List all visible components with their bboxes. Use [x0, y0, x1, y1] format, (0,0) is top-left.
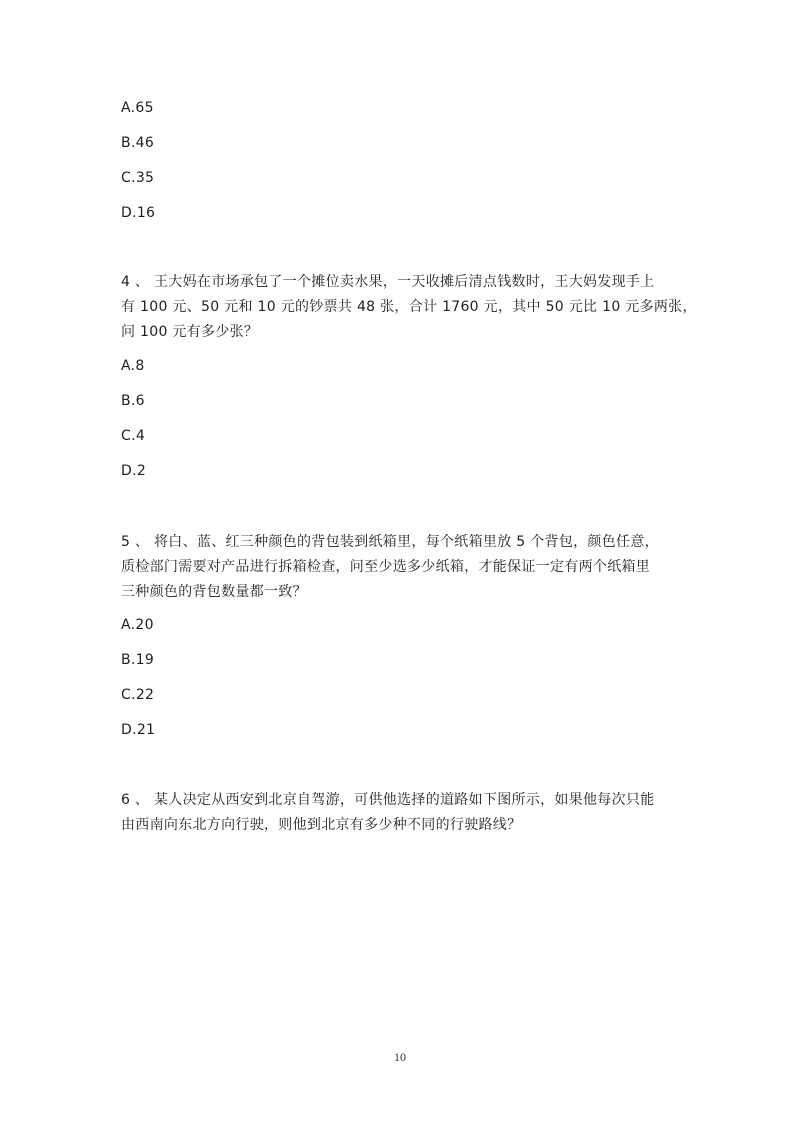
question-5-line: 质检部门需要对产品进行拆箱检查，问至少选多少纸箱，才能保证一定有两个纸箱里: [121, 559, 651, 575]
q4-option-d: D.2: [121, 463, 147, 479]
question-6-line: 6 、 某人决定从西安到北京自驾游，可供他选择的道路如下图所示，如果他每次只能: [121, 792, 655, 808]
prev-option-b: B.46: [121, 135, 155, 151]
question-4: [121, 270, 697, 345]
prev-option-c: C.35: [121, 170, 155, 186]
question-6: [121, 788, 691, 838]
prev-option-d: D.16: [121, 205, 156, 221]
q4-option-a: A.8: [121, 358, 145, 374]
q5-option-b: B.19: [121, 652, 155, 668]
q5-option-a: A.20: [121, 617, 154, 633]
question-4-line: 有 100 元、50 元和 10 元的钞票共 48 张，合计 1760 元，其中 50 元比 10 元多两张，: [121, 299, 697, 315]
q4-option-c: C.4: [121, 428, 146, 444]
q5-option-c: C.22: [121, 687, 155, 703]
q4-option-b: B.6: [121, 393, 145, 409]
question-4-line: 4 、 王大妈在市场承包了一个摊位卖水果，一天收摊后清点钱数时，王大妈发现手上: [121, 274, 655, 290]
question-5-line: 三种颜色的背包数量都一致？: [121, 584, 307, 600]
page-number: 10: [394, 1050, 406, 1064]
question-5-line: 5 、 将白、蓝、红三种颜色的背包装到纸箱里，每个纸箱里放 5 个背包，颜色任意，: [121, 534, 659, 550]
question-5: [121, 530, 691, 605]
q5-option-d: D.21: [121, 722, 156, 738]
question-4-line: 问 100 元有多少张？: [121, 324, 259, 340]
prev-option-a: A.65: [121, 100, 154, 116]
question-6-line: 由西南向东北方向行驶，则他到北京有多少种不同的行驶路线？: [121, 817, 522, 833]
